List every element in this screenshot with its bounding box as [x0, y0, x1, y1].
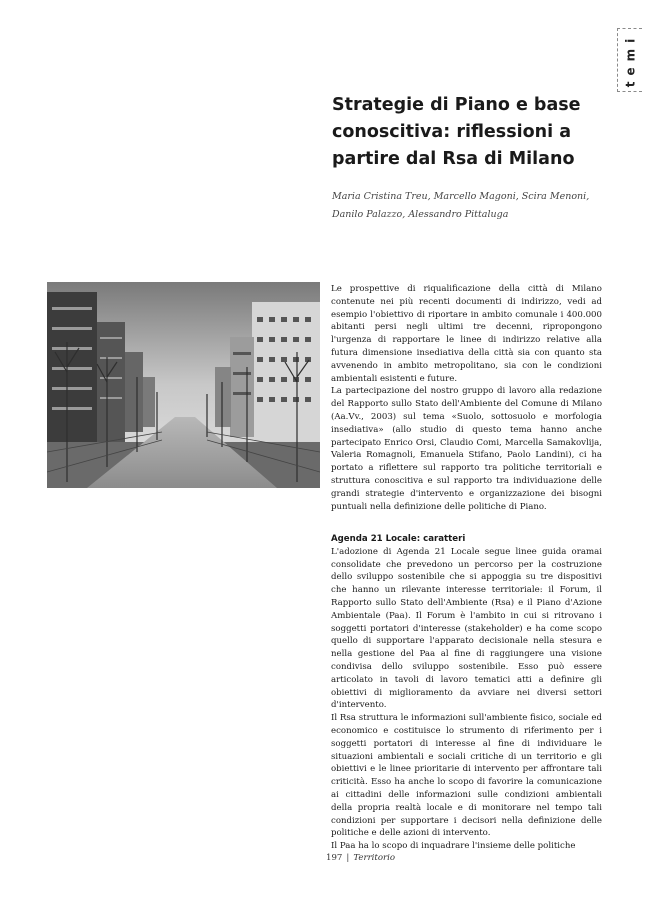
page-number: 197	[326, 853, 343, 863]
section-tab-label: temi	[623, 32, 637, 88]
intro-column	[331, 283, 602, 513]
section-paragraph-3: Il Paa ha lo scopo di inquadrare l'insieme delle politiche	[331, 841, 576, 852]
section-tab	[617, 28, 642, 92]
footer-separator: |	[346, 853, 350, 863]
section-paragraph-1: L'adozione di Agenda 21 Locale segue linee guida oramai consolidate che prevedono un percorso per la costruzione dello sviluppo sostenibile che si appoggia su tre dispositivi che hanno un rilevante interesse territoriale: il Forum, il Rapporto sullo Stato dell'Ambiente (Rsa) e il Piano d'Azione Ambientale (Paa). Il Forum è l'ambito in cui si ritrovano i soggetti portatori d'interesse (stakeholder) e ha come scopo quello di supportare l'apparato decisionale nella stesura e nella gestione del Paa al fine di raggiungere una visione condivisa dello sviluppo sostenibile. Esso può essere articolato in tavoli di lavoro tematici atti a definire gli obiettivi di miglioramento da avviare nei diversi settori d'intervento.	[331, 546, 602, 711]
page-footer	[326, 853, 395, 863]
intro-paragraph-1: Le prospettive di riqualificazione della città di Milano contenute nei più recenti documenti di indirizzo, vedi ad esempio l'obiettivo di riportare in ambito comunale i 400.000 abitanti persi negli ultimi tre decenni, ripropongono l'urgenza di rapportare le linee di indirizzo relative alla futura dimensione insediativa della città sia con quanto sta avvenendo in ambito metropolitano, sia con le condizioni ambientali esistenti e future.	[331, 284, 602, 384]
authors-line-1: Maria Cristina Treu, Marcello Magoni, Scira Menoni,	[332, 191, 590, 202]
authors-line-2: Danilo Palazzo, Alessandro Pittaluga	[332, 209, 509, 220]
section-heading: Agenda 21 Locale: caratteri	[331, 534, 466, 544]
street-photo-image	[47, 282, 320, 488]
intro-paragraph-2: La partecipazione del nostro gruppo di lavoro alla redazione del Rapporto sullo Stato dell'Ambiente del Comune di Milano (Aa.Vv., 2003) sul tema «Suolo, sottosuolo e morfologia insediativa» (allo studio di questo tema hanno anche partecipato Enrico Orsi, Claudio Comi, Marcella Samakovlija, Valeria Romagnoli, Emanuela Stifano, Paolo Landini), ci ha portato a riflettere sul rapporto tra politiche territoriali e struttura conoscitiva e sul rapporto tra individuazione delle grandi strategie d'intervento e organizzazione dei bisogni puntuali nella definizione delle politiche di Piano.	[331, 386, 602, 512]
article-authors	[332, 188, 612, 224]
agenda-section	[331, 533, 602, 853]
street-photo	[47, 282, 320, 488]
article-title: Strategie di Piano e base conoscitiva: riflessioni a partire dal Rsa di Milano	[332, 95, 581, 169]
section-paragraph-2: Il Rsa struttura le informazioni sull'ambiente fisico, sociale ed economico e costituisce lo strumento di riferimento per i soggetti portatori di interesse al fine di individuare le situazioni ambientali e sociali critiche di un territorio e gli obiettivi e le linee prioritarie di intervento per affrontare tali criticità. Esso ha anche lo scopo di favorire la comunicazione ai cittadini delle informazioni sulle condizioni ambientali della propria realtà locale e di monitorare nel tempo tali condizioni per supportare i decisori nella definizione delle politiche e delle azioni di intervento.	[331, 713, 602, 839]
journal-name: Territorio	[353, 853, 396, 863]
